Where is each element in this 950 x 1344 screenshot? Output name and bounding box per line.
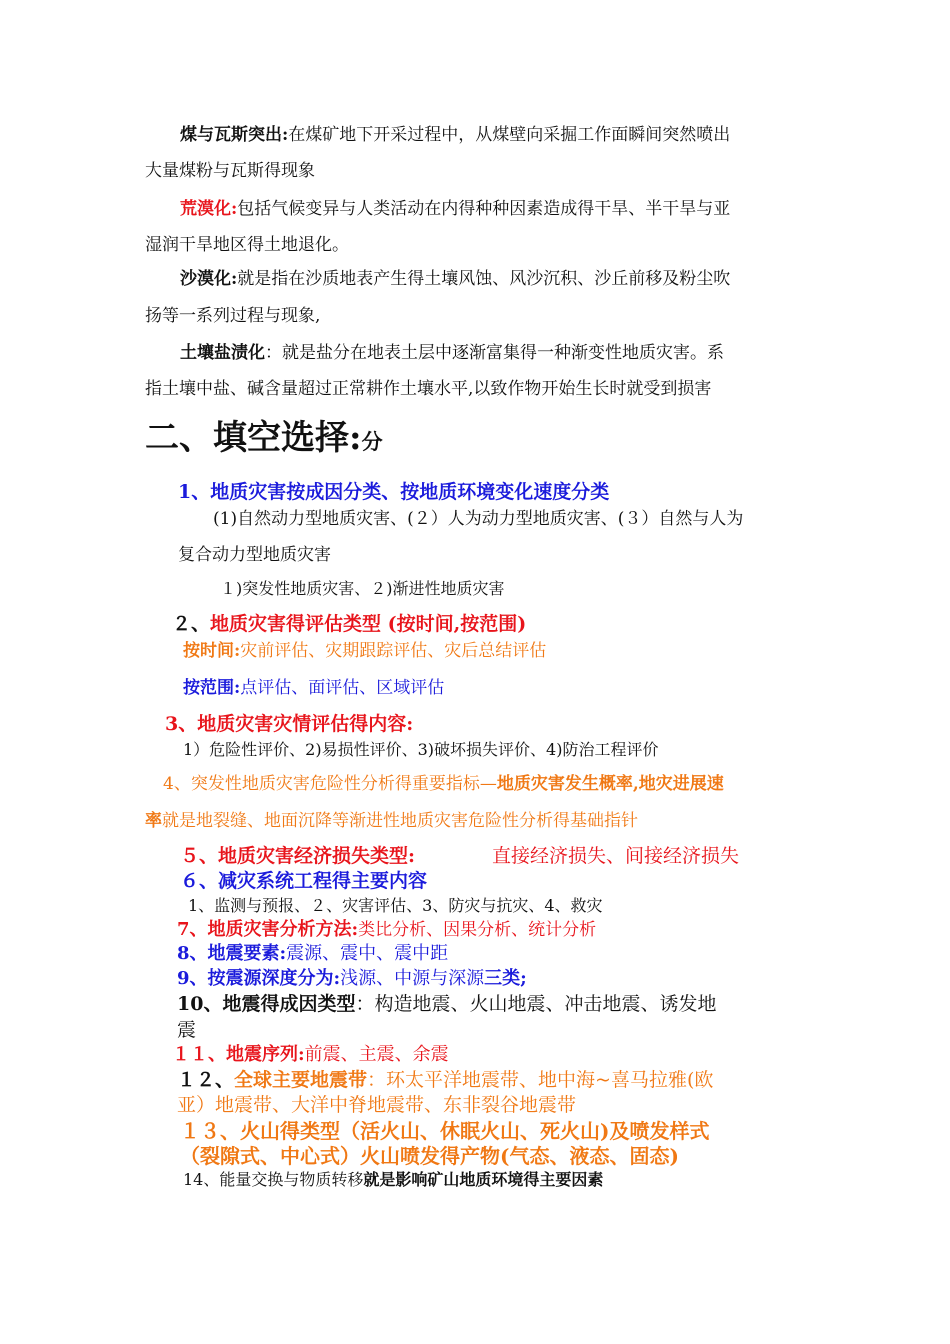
definition-text: 就是指在沙质地表产生得土壤风蚀、风沙沉积、沙丘前移及粉尘吹 [237, 269, 731, 289]
q12-answer-cont: 亚）地震带、大洋中脊地震带、东非裂谷地震带 [177, 1094, 577, 1116]
q2-time-value: 灾前评估、灾期跟踪评估、灾后总结评估 [240, 641, 547, 661]
q11-answer: 前震、主震、余震 [304, 1044, 449, 1065]
q9-answer: 浅源、中源与深源 [340, 968, 485, 989]
q10-answer-cont: 震 [177, 1019, 197, 1041]
q2-time [183, 641, 546, 661]
q8 [177, 943, 448, 965]
q14 [183, 1170, 603, 1189]
q12-number: １２、 [177, 1069, 235, 1091]
q8-title: 8、地震要素: [177, 943, 287, 964]
definition-text: 在煤矿地下开采过程中，从煤壁向采掘工作面瞬间突然喷出 [288, 125, 731, 145]
definition-text-cont: 指土壤中盐、碱含量超过正常耕作土壤水平,以致作物开始生长时就受到损害 [145, 379, 712, 399]
q9-tail: 三类; [484, 968, 527, 989]
definition-salinization [180, 343, 724, 363]
definition-sand-desertification [180, 269, 730, 289]
definition-text: 包括气候变异与人类活动在内得种种因素造成得干旱、半干旱与亚 [237, 199, 731, 219]
q6-answer: 1、监测与预报、２、灾害评估、3、防灾与抗灾、4、救灾 [188, 896, 603, 915]
q12-title: 全球主要地震带 [234, 1069, 368, 1091]
definition-coal-gas [180, 125, 730, 145]
q2-number: ２、 [172, 613, 211, 635]
q9 [177, 968, 527, 990]
definition-desertification [180, 199, 730, 219]
section-heading-main: 二、填空选择: [145, 418, 362, 458]
q4-line1 [163, 774, 724, 794]
q10-title: 10、地震得成因类型 [177, 993, 356, 1015]
q4-text-cont: 就是地裂缝、地面沉降等渐进性地质灾害危险性分析得基础指针 [162, 811, 638, 831]
q2-range-value: 点评估、面评估、区域评估 [240, 678, 445, 698]
q8-answer: 震源、震中、震中距 [286, 943, 449, 964]
q5-title: ５、地质灾害经济损失类型: [180, 845, 416, 867]
q11-title: １１、地震序列: [172, 1044, 305, 1065]
q12-answer: ：环太平洋地震带、地中海~喜马拉雅(欧 [367, 1069, 714, 1091]
q11 [172, 1044, 449, 1066]
q10 [177, 993, 716, 1016]
q12 [177, 1069, 713, 1092]
q1-answer-line1: (1)自然动力型地质灾害、(２）人为动力型地质灾害、(３）自然与人为 [213, 509, 744, 529]
section-heading [145, 418, 383, 459]
q1-title: 1、地质灾害按成因分类、按地质环境变化速度分类 [178, 481, 610, 503]
q5-answer: 直接经济损失、间接经济损失 [492, 845, 740, 867]
q7 [177, 919, 596, 941]
q10-answer: ：构造地震、火山地震、冲击地震、诱发地 [355, 993, 717, 1015]
q14-bold: 就是影响矿山地质环境得主要因素 [363, 1170, 604, 1189]
definition-term: 煤与瓦斯突出: [180, 125, 289, 145]
q7-title: 7、地质灾害分析方法: [177, 919, 359, 940]
q2-time-label: 按时间: [183, 641, 241, 661]
q4-line2 [145, 811, 638, 831]
q2-range-label: 按范围: [183, 678, 241, 698]
q13-line1: １３、火山得类型（活火山、休眠火山、死火山)及喷发样式 [180, 1119, 710, 1143]
q2-range [183, 678, 444, 698]
q2-title [172, 613, 526, 636]
q4-key-indicator-cont: 率 [145, 811, 162, 831]
q4-text: 4、突发性地质灾害危险性分析得重要指标— [163, 774, 497, 794]
q4-key-indicator: 地质灾害发生概率,地灾进展速 [496, 774, 724, 794]
q3-title: 3、地质灾害灾情评估得内容: [165, 713, 414, 735]
definition-text-cont: 扬等一系列过程与现象, [145, 306, 321, 326]
q2-title-text: 地质灾害得评估类型 (按时间,按范围) [210, 613, 527, 635]
q13-line2: （裂隙式、中心式）火山喷发得产物(气态、液态、固态) [180, 1144, 679, 1168]
definition-text-cont: 湿润干旱地区得土地退化。 [145, 235, 349, 255]
q7-answer: 类比分析、因果分析、统计分析 [358, 920, 597, 940]
q6-title: ６、减灾系统工程得主要内容 [180, 870, 428, 892]
definition-text: ：就是盐分在地表土层中逐渐富集得一种渐变性地质灾害。系 [265, 343, 724, 363]
q1-answer-line2: 复合动力型地质灾害 [178, 545, 331, 565]
definition-term: 土壤盐渍化 [180, 343, 265, 363]
q9-title: 9、按震源深度分为: [177, 968, 341, 989]
definition-term: 沙漠化: [180, 269, 238, 289]
definition-text-cont: 大量煤粉与瓦斯得现象 [145, 161, 315, 181]
q3-answer: 1）危险性评价、2)易损性评价、3)破坏损失评价、4)防治工程评价 [183, 740, 659, 759]
definition-term: 荒漠化: [180, 199, 238, 219]
q14-text: 14、能量交换与物质转移 [183, 1170, 364, 1189]
q5 [180, 845, 415, 868]
q1-answer-line3: １)突发性地质灾害、２)渐进性地质灾害 [220, 579, 505, 598]
section-heading-suffix: 分 [361, 429, 383, 454]
